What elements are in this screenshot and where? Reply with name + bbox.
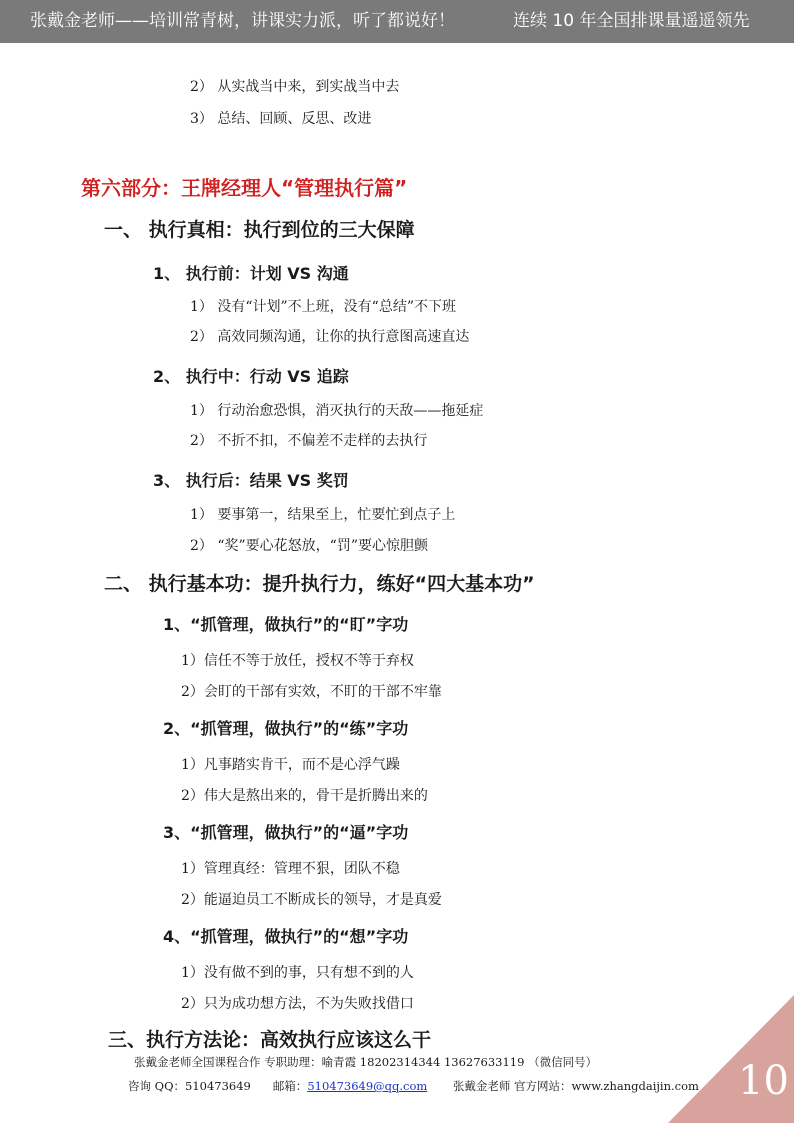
list-item: 2） 不折不扣，不偏差不走样的去执行 bbox=[190, 433, 428, 449]
subsection-title: 3、“抓管理，做执行”的“逼”字功 bbox=[163, 823, 409, 842]
footer-links bbox=[128, 1078, 699, 1094]
list-item: 2）只为成功想方法，不为失败找借口 bbox=[181, 996, 414, 1012]
footer-contact: 张戴金老师全国课程合作 专职助理：喻青霞 18202314344 13627633119 （微信同号） bbox=[134, 1055, 598, 1069]
footer-email-label: 邮箱： bbox=[272, 1079, 308, 1093]
header-ranking: 连续 10 年全国排课量遥遥领先 bbox=[513, 11, 750, 31]
list-item: 1） 没有“计划”不上班，没有“总结”不下班 bbox=[190, 299, 456, 315]
header-banner bbox=[0, 0, 794, 43]
list-item: 2）能逼迫员工不断成长的领导，才是真爱 bbox=[181, 892, 442, 908]
section-title: 三、执行方法论：高效执行应该这么干 bbox=[108, 1029, 432, 1051]
list-item: 2） 高效同频沟通，让你的执行意图高速直达 bbox=[190, 329, 470, 345]
subsection-title: 2、 执行中：行动 VS 追踪 bbox=[153, 367, 349, 386]
list-item: 1）信任不等于放任，授权不等于弃权 bbox=[181, 653, 414, 669]
list-item: 1）凡事踏实肯干，而不是心浮气躁 bbox=[181, 757, 400, 773]
subsection-title: 4、“抓管理，做执行”的“想”字功 bbox=[163, 927, 409, 946]
header-slogan: 张戴金老师——培训常青树，讲课实力派，听了都说好！ bbox=[30, 11, 455, 31]
list-item: 1） 要事第一，结果至上，忙要忙到点子上 bbox=[190, 507, 456, 523]
list-item: 2） “奖”要心花怒放，“罚”要心惊胆颤 bbox=[190, 538, 428, 554]
list-item: 1）管理真经：管理不狠，团队不稳 bbox=[181, 861, 400, 877]
page-number: 10 bbox=[738, 1058, 789, 1104]
section-title: 二、 执行基本功：提升执行力，练好“四大基本功” bbox=[104, 573, 535, 595]
subsection-title: 1、“抓管理，做执行”的“盯”字功 bbox=[163, 615, 409, 634]
email-link[interactable]: 510473649@qq.com bbox=[307, 1079, 428, 1093]
list-item: 2） 从实战当中来，到实战当中去 bbox=[190, 79, 400, 95]
subsection-title: 3、 执行后：结果 VS 奖罚 bbox=[153, 471, 349, 490]
list-item: 1） 行动治愈恐惧，消灭执行的天敌——拖延症 bbox=[190, 403, 484, 419]
subsection-title: 1、 执行前：计划 VS 沟通 bbox=[153, 264, 349, 283]
list-item: 3） 总结、回顾、反思、改进 bbox=[190, 111, 372, 127]
list-item: 2）会盯的干部有实效，不盯的干部不牢靠 bbox=[181, 684, 442, 700]
section-title: 一、 执行真相：执行到位的三大保障 bbox=[104, 219, 415, 241]
subsection-title: 2、“抓管理，做执行”的“练”字功 bbox=[163, 719, 409, 738]
list-item: 2）伟大是熬出来的，骨干是折腾出来的 bbox=[181, 788, 428, 804]
footer-website: 张戴金老师 官方网站：www.zhangdaijin.com bbox=[452, 1079, 699, 1093]
part-title: 第六部分：王牌经理人“管理执行篇” bbox=[81, 176, 408, 200]
footer-qq: 咨询 QQ：510473649 bbox=[128, 1079, 251, 1093]
list-item: 1）没有做不到的事，只有想不到的人 bbox=[181, 965, 414, 981]
